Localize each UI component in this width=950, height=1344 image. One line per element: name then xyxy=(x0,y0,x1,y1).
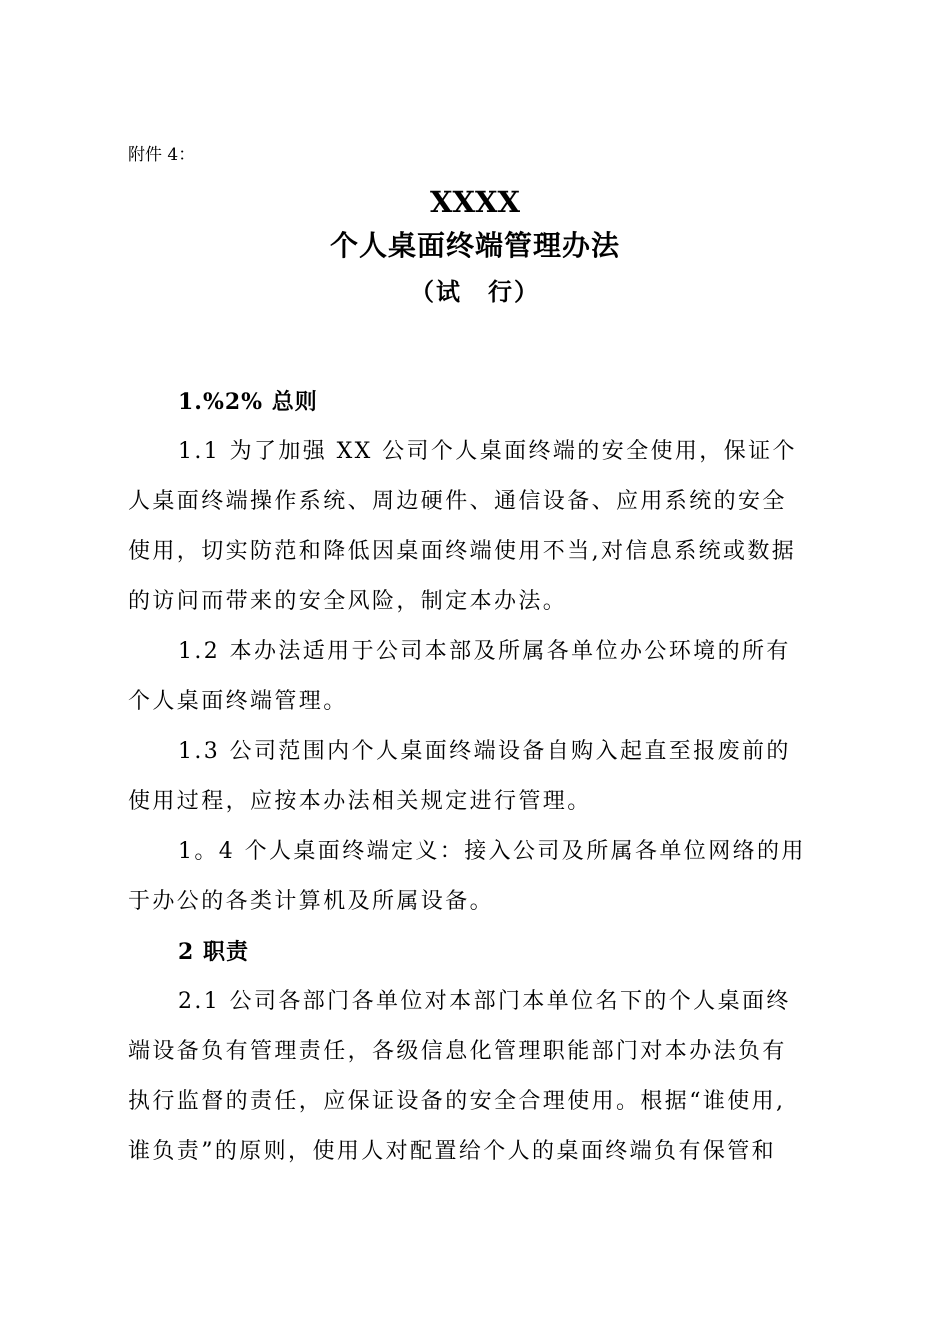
text-line: 1.1 为了加强 XX 公司个人桌面终端的安全使用，保证个 xyxy=(178,439,797,464)
text-line: 人桌面终端操作系统、周边硬件、通信设备、应用系统的安全 xyxy=(128,489,787,514)
text-line: 谁负责”的原则，使用人对配置给个人的桌面终端负有保管和 xyxy=(128,1139,777,1164)
text-line: 1.2 本办法适用于公司本部及所属各单位办公环境的所有 xyxy=(178,639,791,664)
text-line: 使用过程，应按本办法相关规定进行管理。 xyxy=(128,789,592,814)
title-line-trial: （试 行） xyxy=(410,277,540,306)
text-line: 1.3 公司范围内个人桌面终端设备自购入起直至报废前的 xyxy=(178,739,791,764)
text-line: 端设备负有管理责任，各级信息化管理职能部门对本办法负有 xyxy=(128,1039,787,1064)
document-title xyxy=(0,182,950,312)
text-line: 个人桌面终端管理。 xyxy=(128,689,348,714)
title-line-main: 个人桌面终端管理办法 xyxy=(329,229,620,262)
text-line: 的访问而带来的安全风险，制定本办法。 xyxy=(128,589,568,614)
text-line: 执行监督的责任，应保证设备的安全合理使用。根据“谁使用, xyxy=(128,1089,786,1114)
section-heading: 2 职责 xyxy=(178,939,249,965)
text-line: 于办公的各类计算机及所属设备。 xyxy=(128,889,495,914)
text-line: 使用，切实防范和降低因桌面终端使用不当,对信息系统或数据 xyxy=(128,539,797,564)
attachment-label: 附件 4： xyxy=(128,145,196,165)
section-heading: 1.%2% 总则 xyxy=(178,389,318,415)
title-line-org: XXXX xyxy=(429,185,520,219)
text-line: 2.1 公司各部门各单位对本部门本单位名下的个人桌面终 xyxy=(178,989,791,1014)
text-line: 1。4 个人桌面终端定义：接入公司及所属各单位网络的用 xyxy=(178,839,806,864)
document-body xyxy=(128,377,828,1177)
